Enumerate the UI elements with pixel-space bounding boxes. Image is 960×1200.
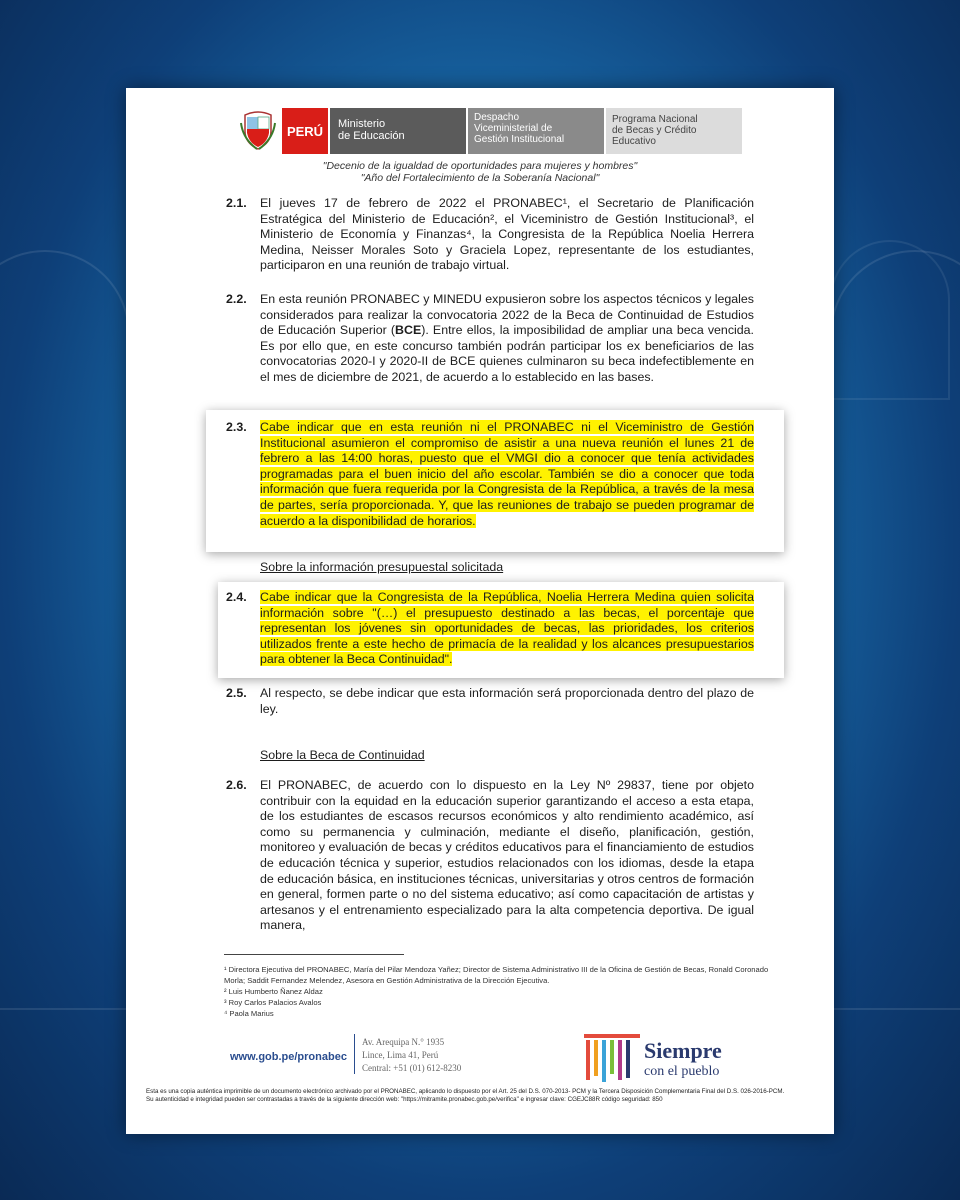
paragraph-text: El PRONABEC, de acuerdo con lo dispuesto en la Ley Nº 29837, tiene por objeto contribuir con la equidad en la educación superior garantizando el acceso a esta etapa, de los estudiantes de escasos recursos económicos y alto rendimiento académico, así como su permanencia y culminación, mediante el diseño, planificación, gestión, monitoreo y evaluación de becas y créditos educativos para el financiamiento de estudios de educación técnica y superior, estudios relacionados con los idiomas, desde la etapa de educación básica, en instituciones técnicas, universitarias y otros centros de formación en general, formen parte o no del sistema educativo; así como capacitación de artistas y artesanos y el entrenamiento especializado para la alta competencia deportiva. De igual manera, bbox=[260, 778, 754, 933]
footer-website-link[interactable]: www.gob.pe/pronabec bbox=[230, 1051, 347, 1063]
legal-notice bbox=[146, 1088, 814, 1104]
colored-bars-icon bbox=[582, 1032, 640, 1084]
peru-label: PERÚ bbox=[286, 123, 324, 139]
ministry-line1: Ministerio bbox=[338, 118, 386, 130]
subheading-continuity: Sobre la Beca de Continuidad bbox=[260, 748, 425, 762]
prog-line2: de Becas y Crédito bbox=[612, 125, 697, 136]
desp-line1: Despacho bbox=[474, 112, 520, 123]
footnote-2: ² Luis Humberto Ñanez Aldaz bbox=[224, 987, 323, 996]
prog-line3: Educativo bbox=[612, 136, 656, 147]
peru-logo bbox=[282, 108, 328, 154]
paragraph-2-4 bbox=[226, 590, 754, 668]
background-dome bbox=[830, 240, 950, 400]
paragraph-2-5 bbox=[226, 686, 754, 717]
paragraph-text: El jueves 17 de febrero de 2022 el PRONABEC¹, el Secretario de Planificación Estratégica del Ministerio de Educación², el Viceministro de Gestión Institucional³, el Ministerio de Economía y Finanzas⁴, la Congresista de la República Noelia Herrera Medina, Neisser Morales Soto y Graciela Lopez, representante de los estudiantes, participaron en una reunión de trabajo virtual. bbox=[260, 196, 754, 273]
legal-line2: Su autenticidad e integridad pueden ser contrastadas a través de la siguiente dirección web: "https://mitramite.pronabec.gob.pe/verifica" e ingresar clave: CGEJC88R código seguridad: 850 bbox=[146, 1096, 663, 1103]
footnotes bbox=[224, 964, 784, 1019]
motto-decade: "Decenio de la igualdad de oportunidades para mujeres y hombres" bbox=[322, 160, 638, 172]
paragraph-text: En esta reunión PRONABEC y MINEDU expusieron sobre los aspectos técnicos y legales considerados para realizar la convocatoria 2022 de la Beca de Continuidad de Estudios de Educación Superior ( bbox=[260, 292, 754, 338]
motto-year: "Año del Fortalecimiento de la Soberanía Nacional" bbox=[360, 172, 600, 184]
siempre-con-el-pueblo-logo bbox=[582, 1032, 762, 1084]
desp-line2: Viceministerial de bbox=[474, 123, 553, 134]
footnote-1: ¹ Directora Ejecutiva del PRONABEC, María del Pilar Mendoza Yañez; Director de Sistema Administrativo III de la Oficina de Gestión de Becas, Ronald Coronado Morla; Saddit Fernandez Melendez, Asesora en Gestión Administrativa de la Dirección Ejecutiva. bbox=[224, 965, 769, 985]
desp-line3: Gestión Institucional bbox=[474, 134, 565, 145]
address-phone: Central: +51 (01) 612-8230 bbox=[362, 1063, 462, 1073]
highlighted-text: Cabe indicar que la Congresista de la República, Noelia Herrera Medina quien solicita información sobre "(…) el presupuesto destinado a las becas, el porcentaje que representan los jóvenes sin oportunidades de becas, las prioridades, los criterios utilizados frente a este hecho de primacía de la realidad y los alcances presupuestarios para obtener la Beca Continuidad". bbox=[260, 590, 754, 667]
slogan-siempre: Siempre bbox=[644, 1038, 722, 1063]
footer-divider bbox=[354, 1034, 355, 1074]
ministry-logo bbox=[330, 108, 466, 154]
document-page bbox=[126, 88, 834, 1134]
background-arch-left bbox=[0, 250, 130, 1010]
paragraph-number: 2.3. bbox=[226, 420, 247, 434]
paragraph-2-2 bbox=[226, 292, 754, 386]
legal-line1: Esta es una copia auténtica imprimible de un documento electrónico archivado por el PRONABEC, aplicando lo dispuesto por el Art. 25 del D.S. 070-2013- PCM y la Tercera Disposición Complementaria Final del D.S. 026-2016-PCM. bbox=[146, 1088, 785, 1095]
footer-address bbox=[362, 1036, 461, 1075]
address-line2: Lince, Lima 41, Perú bbox=[362, 1050, 439, 1060]
subheading-budget-info: Sobre la información presupuestal solicitada bbox=[260, 560, 504, 574]
despacho-logo bbox=[468, 108, 604, 154]
peru-coat-of-arms-icon bbox=[238, 108, 278, 152]
paragraph-text: Al respecto, se debe indicar que esta información será proporcionada dentro del plazo de ley. bbox=[260, 686, 754, 716]
paragraph-number: 2.6. bbox=[226, 778, 247, 792]
letterhead bbox=[238, 108, 742, 156]
ministry-line2: de Educación bbox=[338, 130, 405, 142]
highlighted-text: Cabe indicar que en esta reunión ni el PRONABEC ni el Viceministro de Gestión Institucional asumieron el compromiso de asistir a una nueva reunión el lunes 21 de febrero a las 14:00 horas, puesto que el VMGI dio a conocer que tenía actividades programadas para el buen inicio del año escolar. También se dio a conocer que toda información que fuera requerida por la Congresista de la República, a través de la mesa de partes, sería proporcionada. Y, que las reuniones de trabajo se pueden programar de acuerdo a la disponibilidad de horarios. bbox=[260, 420, 754, 528]
paragraph-2-3 bbox=[226, 420, 754, 529]
paragraph-number: 2.4. bbox=[226, 590, 247, 604]
paragraph-number: 2.2. bbox=[226, 292, 247, 306]
paragraph-number: 2.5. bbox=[226, 686, 247, 700]
paragraph-2-6 bbox=[226, 778, 754, 934]
mottos bbox=[126, 160, 834, 184]
paragraph-2-1 bbox=[226, 196, 754, 274]
paragraph-text-cont: ). Entre ellos, la imposibilidad de ampliar una beca vencida. Es por ello que, en este concurso también podrán participar los ex beneficiarios de las convocatorias 2020-I y 2020-II de BCE quienes culminaron su beca indefectiblemente en el mes de diciembre de 2021, de acuerdo a lo establecido en las bases. bbox=[260, 323, 754, 384]
paragraph-bold-acronym: BCE bbox=[395, 323, 422, 338]
address-line1: Av. Arequipa N.° 1935 bbox=[362, 1037, 445, 1047]
footnote-4: ⁴ Paola Marius bbox=[224, 1009, 274, 1018]
footnote-3: ³ Roy Carlos Palacios Avalos bbox=[224, 998, 322, 1007]
slogan-con-el-pueblo: con el pueblo bbox=[644, 1064, 720, 1079]
programa-logo bbox=[606, 108, 742, 154]
prog-line1: Programa Nacional bbox=[612, 114, 698, 125]
footnote-divider bbox=[224, 954, 404, 955]
paragraph-number: 2.1. bbox=[226, 196, 247, 210]
